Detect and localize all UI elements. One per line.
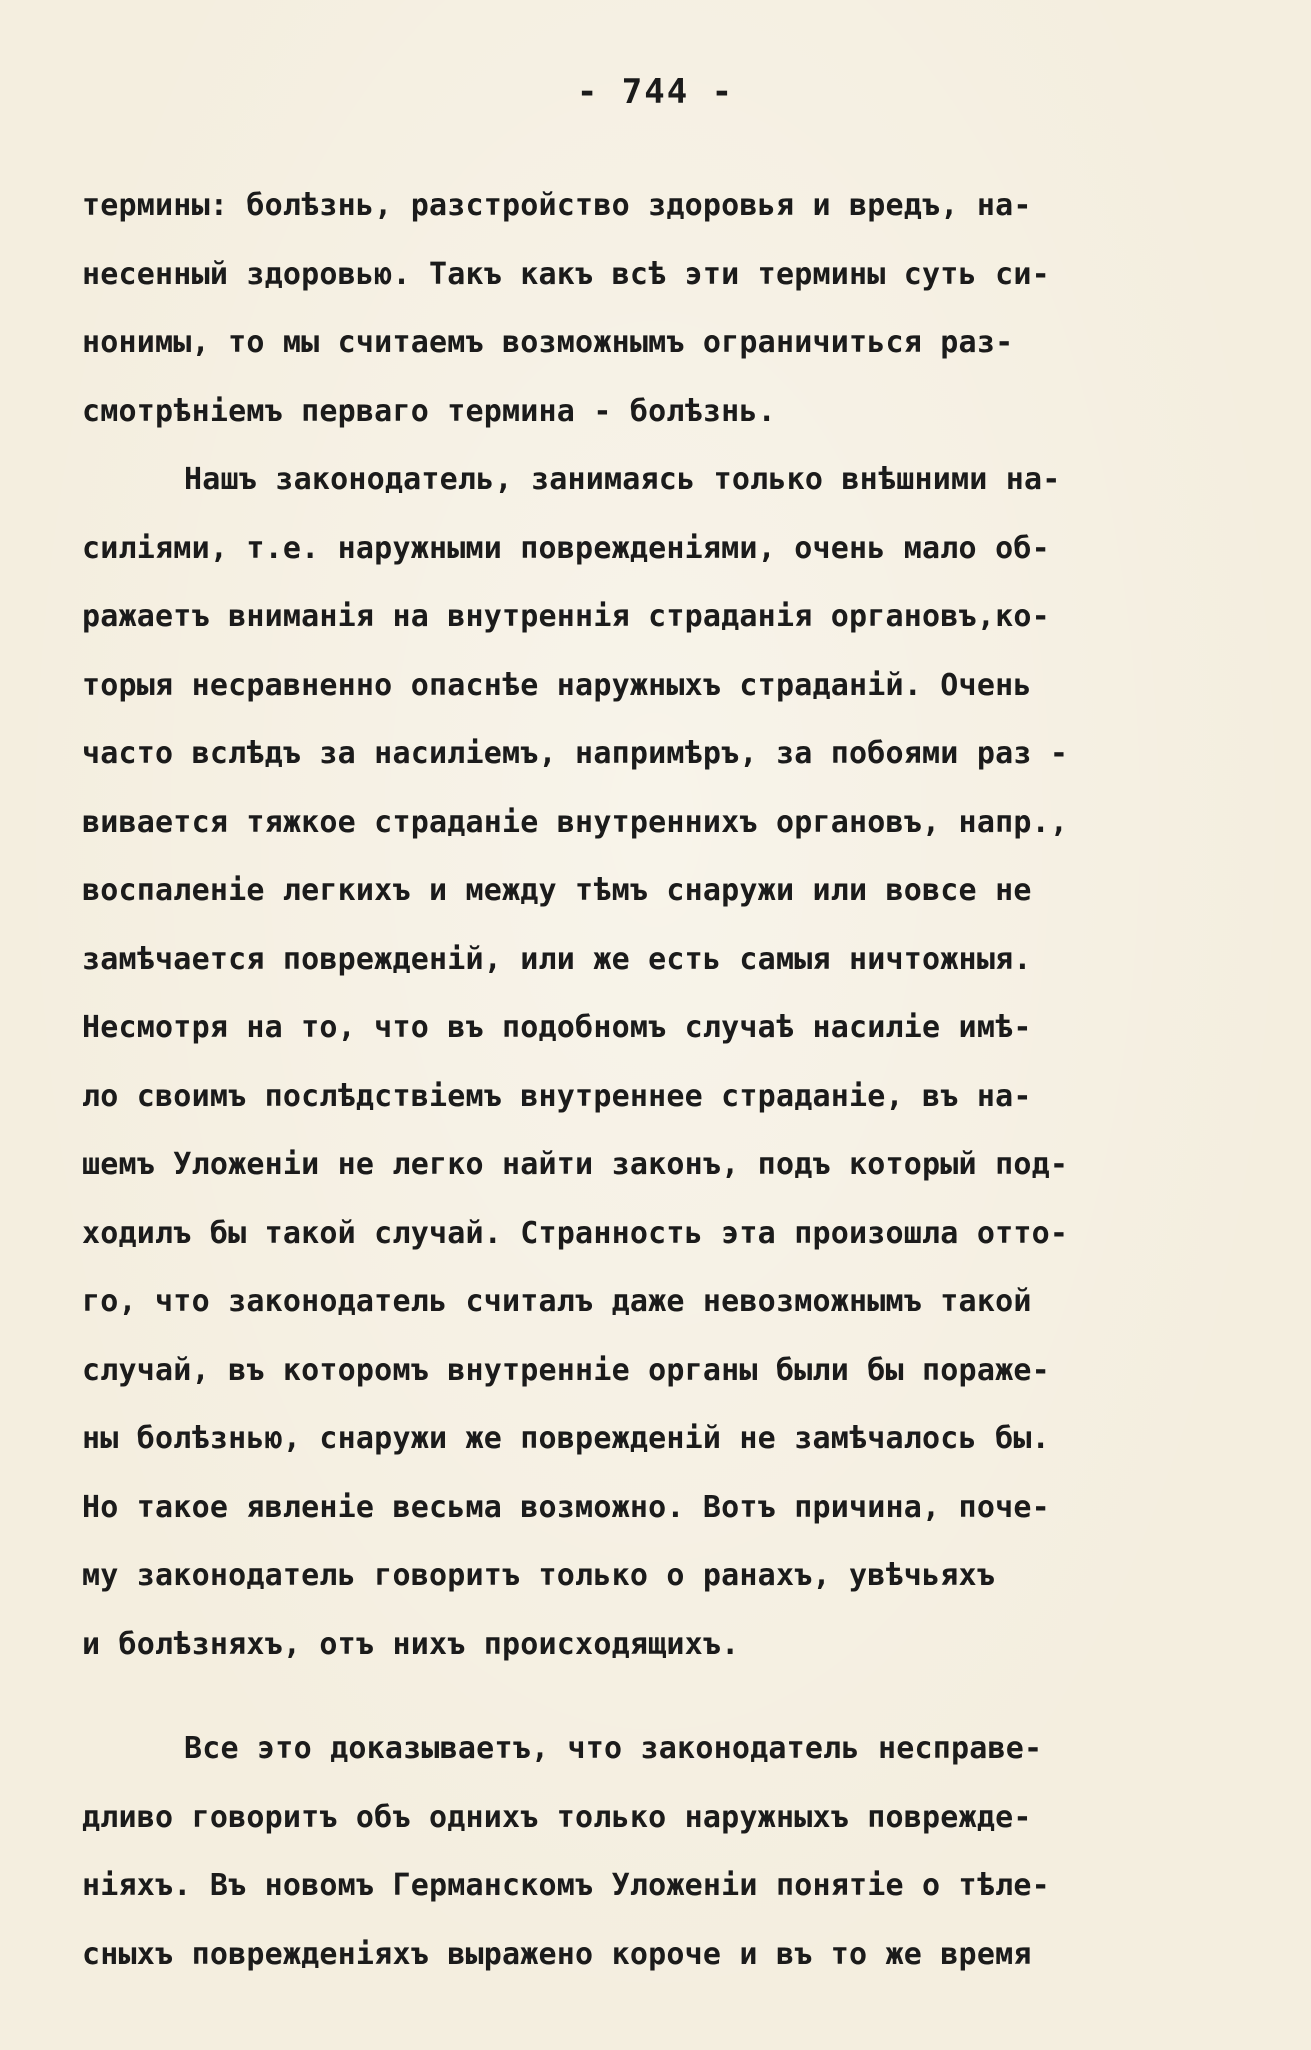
text-line: случай, въ которомъ внутренніе органы были бы пораже-: [82, 1352, 1050, 1388]
paragraph-gap: [82, 1679, 1232, 1715]
text-line: ражаетъ вниманія на внутреннія страданія органовъ,ко-: [82, 599, 1050, 634]
text-line: ны болѣзнью, снаружи же поврежденій не замѣчалось бы.: [82, 1421, 1050, 1456]
text-line: дливо говоритъ объ однихъ только наружныхъ поврежде-: [82, 1799, 1032, 1835]
text-line: ніяхъ. Въ новомъ Германскомъ Уложеніи понятіе о тѣле-: [82, 1868, 1050, 1903]
text-line: вивается тяжкое страданіе внутреннихъ органовъ, напр.,: [82, 804, 1069, 840]
text-line: торыя несравненно опаснѣе наружныхъ страданій. Очень: [82, 667, 1032, 703]
body-text: [82, 172, 1232, 1989]
page-number: - 744 -: [576, 72, 735, 112]
text-line: часто вслѣдъ за насиліемъ, напримѣръ, за побоями раз -: [82, 736, 1069, 771]
paragraph-start-line: Нашъ законодатель, занимаясь только внѣшними на-: [184, 462, 1061, 497]
text-line: Несмотря на то, что въ подобномъ случаѣ насиліе имѣ-: [82, 1010, 1032, 1045]
text-line: ходилъ бы такой случай. Странность эта произошла отто-: [82, 1215, 1069, 1251]
text-line: го, что законодатель считалъ даже невозможнымъ такой: [82, 1284, 1032, 1319]
text-line: Но такое явленіе весьма возможно. Вотъ причина, поче-: [82, 1489, 1050, 1525]
text-line: смотрѣніемъ перваго термина - болѣзнь.: [82, 393, 776, 429]
text-line: сныхъ поврежденіяхъ выражено короче и въ то же время: [82, 1936, 1032, 1972]
text-line: ло своимъ послѣдствіемъ внутреннее страданіе, въ на-: [82, 1078, 1032, 1114]
paragraph-start-line: Все это доказываетъ, что законодатель несправе-: [184, 1731, 1043, 1766]
text-line: шемъ Уложеніи не легко найти законъ, подъ который под-: [82, 1147, 1069, 1182]
text-line: замѣчается поврежденій, или же есть самыя ничтожныя.: [82, 941, 1032, 977]
text-line: силіями, т.е. наружными поврежденіями, очень мало об-: [82, 530, 1050, 566]
text-line: и болѣзняхъ, отъ нихъ происходящихъ.: [82, 1626, 740, 1662]
text-line: термины: болѣзнь, разстройство здоровья и вредъ, на-: [82, 188, 1032, 223]
text-line: му законодатель говоритъ только о ранахъ, увѣчьяхъ: [82, 1558, 996, 1593]
text-line: воспаленіе легкихъ и между тѣмъ снаружи или вовсе не: [82, 873, 1032, 908]
text-line: нонимы, то мы считаемъ возможнымъ ограничиться раз-: [82, 325, 1014, 360]
text-line: несенный здоровью. Такъ какъ всѣ эти термины суть си-: [82, 256, 1050, 292]
